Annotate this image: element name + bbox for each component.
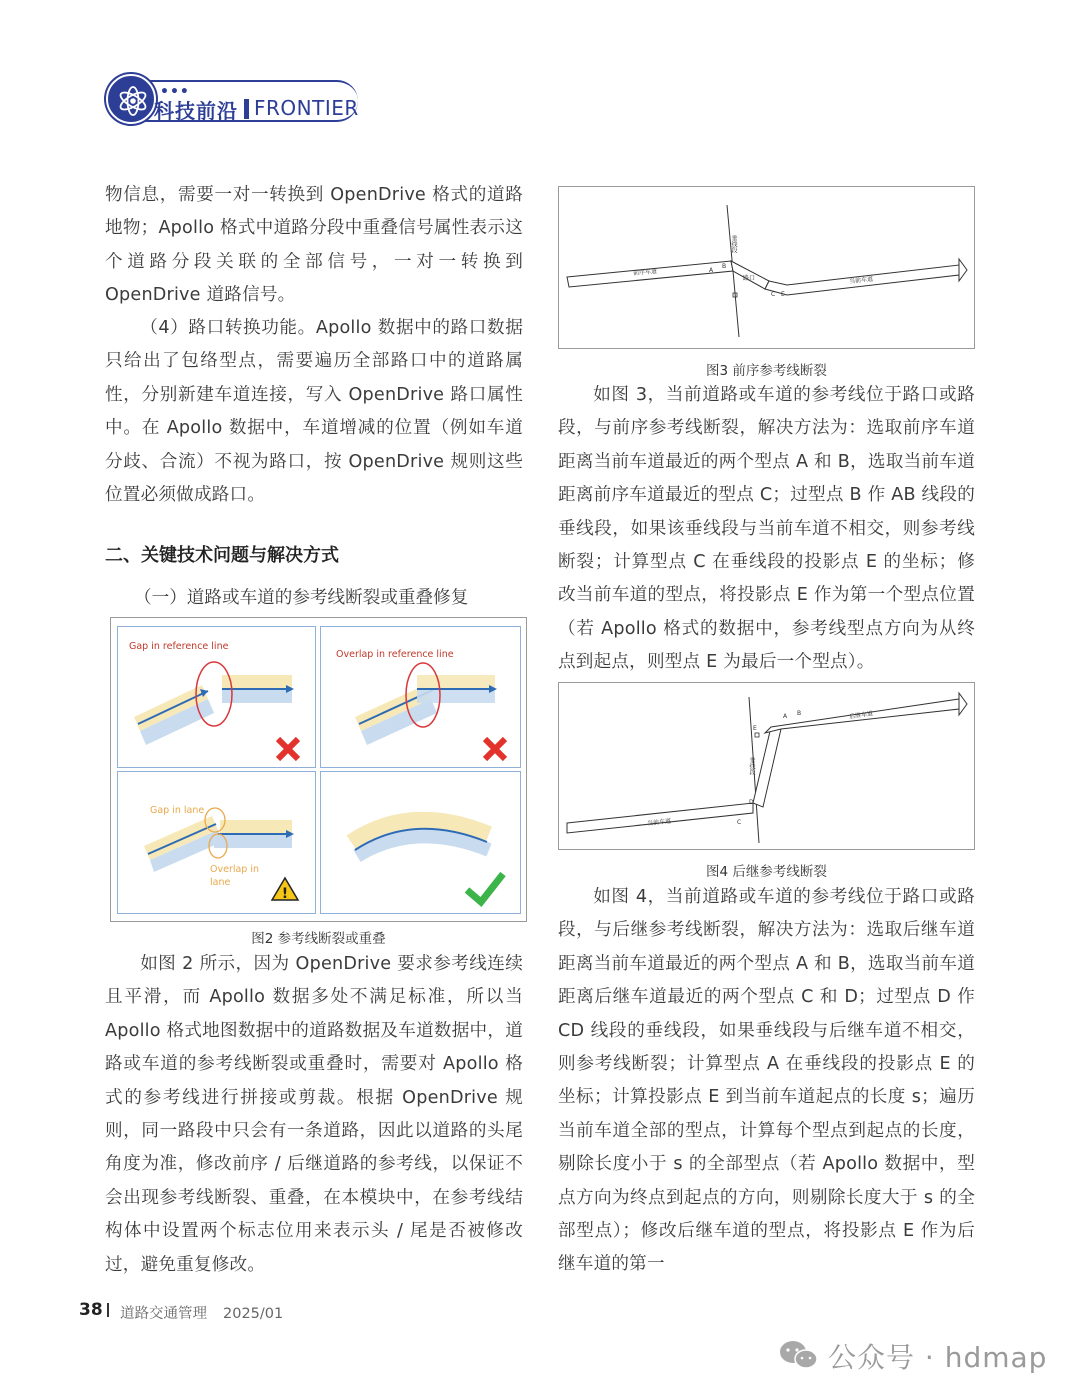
warning-icon [272,878,298,902]
right-paragraph-1: 如图 3，当前道路或车道的参考线位于路口或路段，与前序参考线断裂，解决方法为：选取前序车道距离当前车道最近的两个型点 A 和 B，选取当前车道距离前序车道最近的型点 C；过型点 B 作 AB 线段的垂线段，如果该垂线段与当前车道不相交，则参考线断裂；计算型点 C 在垂线段的投影点 E 的坐标；修改当前车道的型点，将投影点 E 作为第一个型点位置（若 Apollo 格式的数据中，参考线型点方向为从终点到起点，则型点 E 为最后一个型点）。 [558,385,975,673]
footer-journal [120,1302,283,1323]
fig2-panel-overlap-reference [320,626,521,768]
fig4-point-b: B [797,710,802,717]
wechat-icon [778,1338,820,1372]
fig2-panel3-label2a: Overlap in [210,864,260,875]
figure-2 [110,617,527,922]
fig3-caption: 图3 前序参考线断裂 [706,363,827,379]
fig2-panel-ok [320,771,521,914]
fig2-panel2-drawing [321,627,522,769]
fig3-label-vertical: 垂线段 [730,235,737,253]
fig3-point-b: B [722,263,727,270]
fig2-panel-lane [117,771,316,914]
header-title-en: FRONTIER [254,96,359,120]
fig4-caption: 图4 后继参考线断裂 [706,864,827,880]
fig4-point-d: D [749,799,754,806]
fig3-point-c: C [771,291,776,298]
section-heading: 二、关键技术问题与解决方式 [105,545,339,566]
fig2-panel3-label: Gap in lane [150,805,205,816]
atom-icon [108,76,158,126]
fig2-panel3-drawing [118,772,317,915]
right-paragraph-2: 如图 4，当前道路或车道的参考线位于路口或路段，与后继参考线断裂，解决方法为：选取后继车道距离当前车道最近的两个型点 A 和 B，选取当前车道距离后继车道最近的两个型点 C 和 D；过型点 D 作 CD 线段的垂线段，如果垂线段与后继车道不相交，则参考线断裂；计算型点 A 在垂线段的投影点 E 的坐标；计算投影点 E 到当前车道起点的长度 s；遍历当前车道全部的型点，计算每个型点到起点的长度，剔除长度小于 s 的全部型点（若 Apollo 数据中，型点方向为终点到起点的方向，则剔除长度大于 s 的全部型点）；修改后继车道的型点，将投影点 E 作为后继车道的第一 [558,887,975,1275]
check-icon [467,874,503,902]
left-paragraph-2: （4）路口转换功能。Apollo 数据中的路口数据只给出了包络型点，需要遍历全部路口中的道路属性，分别新建车道连接，写入 OpenDrive 路口属性中。在 Apollo 数据中，车道增减的位置（例如车道分歧、合流）不视为路口，按 OpenDrive 规则这些位置必须做成路口。 [105,318,523,506]
fig4-point-c: C [737,819,742,826]
fig3-label-current: 当前车道 [848,275,874,286]
watermark-text: 公众号 · hdmap [828,1341,1048,1374]
header-logo [106,74,156,124]
fig3-label-prev: 前序车道 [632,268,658,277]
subsection-heading: （一）道路或车道的参考线断裂或重叠修复 [134,588,469,608]
fig4-label-vertical: 垂线段 [748,757,755,775]
cross-icon [278,739,298,759]
left-paragraph-3: 如图 2 所示，因为 OpenDrive 要求参考线连续且平滑，而 Apollo 数据多处不满足标准，所以当 Apollo 格式地图数据中的道路数据及车道数据中，道路或车道的参考线断裂或重叠时，需要对 Apollo 格式的参考线进行拼接或剪裁。根据 OpenDrive 规则，同一路段中只会有一条道路，因此以道路的头尾角度为准，修改前序 / 后继道路的参考线，以保证不会出现参考线断裂、重叠，在本模块中，在参考线结构体中设置两个标志位用来表示头 / 尾是否被修改过，避免重复修改。 [105,954,523,1275]
fig2-panel-gap-reference [117,626,316,768]
figure-3 [558,186,975,349]
fig3-drawing [559,187,976,350]
header-dots: ••• [160,84,190,100]
header-title-cn: 科技前沿 [154,99,238,123]
fig2-panel1-drawing [118,627,317,769]
cross-icon [485,739,505,759]
fig2-caption: 图2 参考线断裂或重叠 [251,931,386,947]
fig3-point-a: A [709,267,714,274]
fig4-label-next: 后继车道 [848,710,874,721]
footer-divider [107,1303,109,1317]
fig4-drawing [559,683,976,851]
fig3-point-e: E [781,291,785,298]
svg-text:!: ! [281,886,289,902]
header-divider [244,99,249,119]
fig4-point-e: E [753,725,757,732]
fig4-label-current: 当前车道 [646,817,672,828]
fig2-panel3-label2b: lane [210,877,231,888]
page-number: 38 [79,1300,103,1320]
fig4-point-a: A [783,713,788,720]
fig3-label-junction: 路口 [743,275,756,282]
fig2-panel4-drawing [321,772,522,915]
fig2-panel1-label: Gap in reference line [129,641,229,652]
footer-issue: 2025/01 [223,1306,284,1322]
figure-4 [558,682,975,850]
footer-journal-name: 道路交通管理 [120,1306,207,1322]
left-paragraph-1: 物信息，需要一对一转换到 OpenDrive 格式的道路地物；Apollo 格式中道路分段中重叠信号属性表示这个道路分段关联的全部信号，一对一转换到 OpenDrive 道路信号。 [105,185,523,306]
fig2-panel2-label: Overlap in reference line [336,649,454,660]
